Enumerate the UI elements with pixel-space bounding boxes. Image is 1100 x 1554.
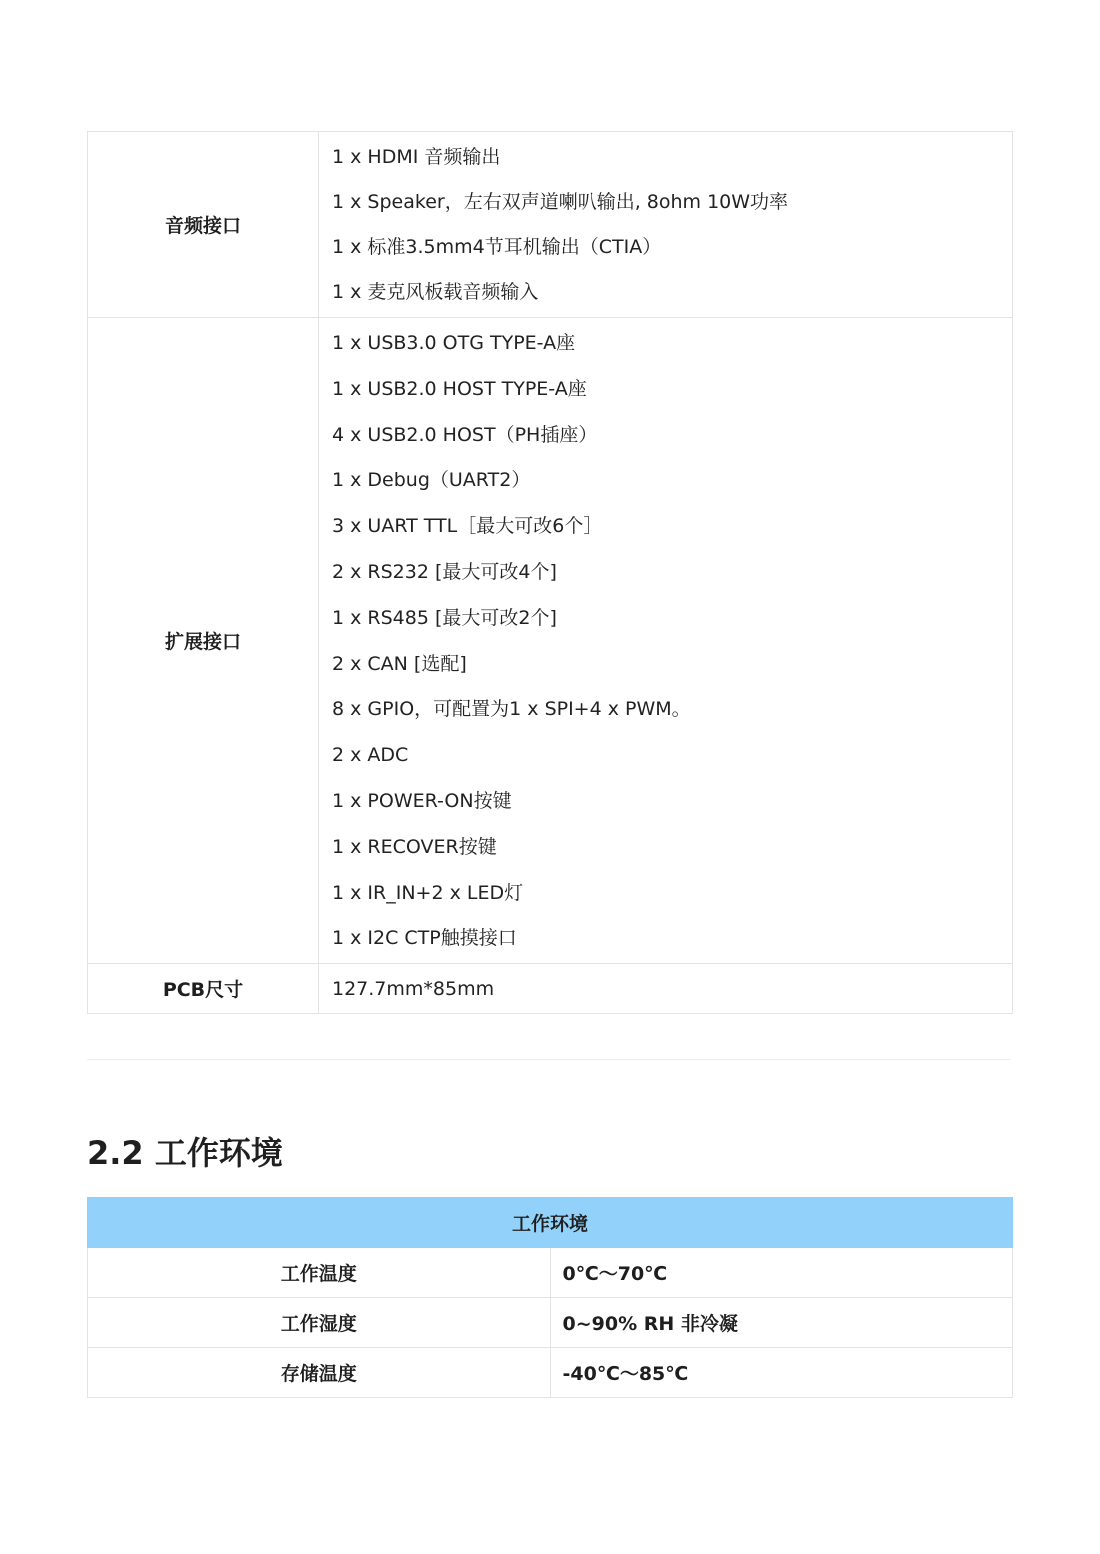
spec-value: 1 x POWER-ON按键 bbox=[332, 789, 512, 812]
row-label-audio: 音频接口 bbox=[88, 132, 319, 318]
spec-value: 1 x I2C CTP触摸接口 bbox=[332, 927, 517, 950]
spec-value: 1 x Debug（UART2） bbox=[332, 469, 531, 492]
spec-table bbox=[87, 131, 1013, 1014]
environment-table-header: 工作环境 bbox=[88, 1198, 1013, 1248]
spec-value: 2 x ADC bbox=[332, 744, 409, 767]
spec-value: 1 x HDMI 音频输出 bbox=[332, 146, 501, 168]
table-row bbox=[88, 964, 1013, 1014]
spec-value: 1 x Speaker，左右双声道喇叭输出, 8ohm 10W功率 bbox=[332, 191, 789, 213]
env-label: 工作湿度 bbox=[88, 1298, 551, 1348]
spec-value: 1 x RS485 [最大可改2个] bbox=[332, 606, 557, 629]
table-row bbox=[88, 318, 1013, 964]
env-label: 工作温度 bbox=[88, 1248, 551, 1298]
row-values-expansion bbox=[319, 318, 1013, 964]
spec-value: 1 x RECOVER按键 bbox=[332, 835, 497, 858]
env-label: 存储温度 bbox=[88, 1348, 551, 1398]
table-row bbox=[88, 1248, 1013, 1298]
env-value: 0℃～70℃ bbox=[550, 1248, 1013, 1298]
spec-value: 1 x USB2.0 HOST TYPE-A座 bbox=[332, 377, 587, 400]
spec-value: 1 x 麦克风板载音频输入 bbox=[332, 281, 539, 303]
section-heading: 2.2 工作环境 bbox=[87, 1134, 283, 1172]
spec-value: 4 x USB2.0 HOST（PH插座） bbox=[332, 423, 598, 446]
spec-value: 1 x IR_IN+2 x LED灯 bbox=[332, 881, 524, 904]
table-row bbox=[88, 1348, 1013, 1398]
spec-value: 3 x UART TTL［最大可改6个］ bbox=[332, 515, 603, 538]
row-values-pcb bbox=[319, 964, 1013, 1014]
row-label-expansion: 扩展接口 bbox=[88, 318, 319, 964]
row-values-audio bbox=[319, 132, 1013, 318]
row-label-pcb: PCB尺寸 bbox=[88, 964, 319, 1014]
table-header-row bbox=[88, 1198, 1013, 1248]
spec-value: 8 x GPIO，可配置为1 x SPI+4 x PWM。 bbox=[332, 698, 691, 721]
table-row bbox=[88, 1298, 1013, 1348]
env-value: 0~90% RH 非冷凝 bbox=[550, 1298, 1013, 1348]
spec-value: 1 x USB3.0 OTG TYPE-A座 bbox=[332, 332, 576, 354]
environment-table bbox=[87, 1197, 1013, 1398]
spec-value: 2 x CAN [选配] bbox=[332, 652, 467, 675]
env-value: -40℃～85℃ bbox=[550, 1348, 1013, 1398]
spec-value: 1 x 标准3.5mm4节耳机输出（CTIA） bbox=[332, 236, 662, 258]
table-row bbox=[88, 132, 1013, 318]
section-divider bbox=[87, 1059, 1010, 1060]
spec-value: 127.7mm*85mm bbox=[332, 977, 495, 1000]
spec-value: 2 x RS232 [最大可改4个] bbox=[332, 560, 557, 583]
